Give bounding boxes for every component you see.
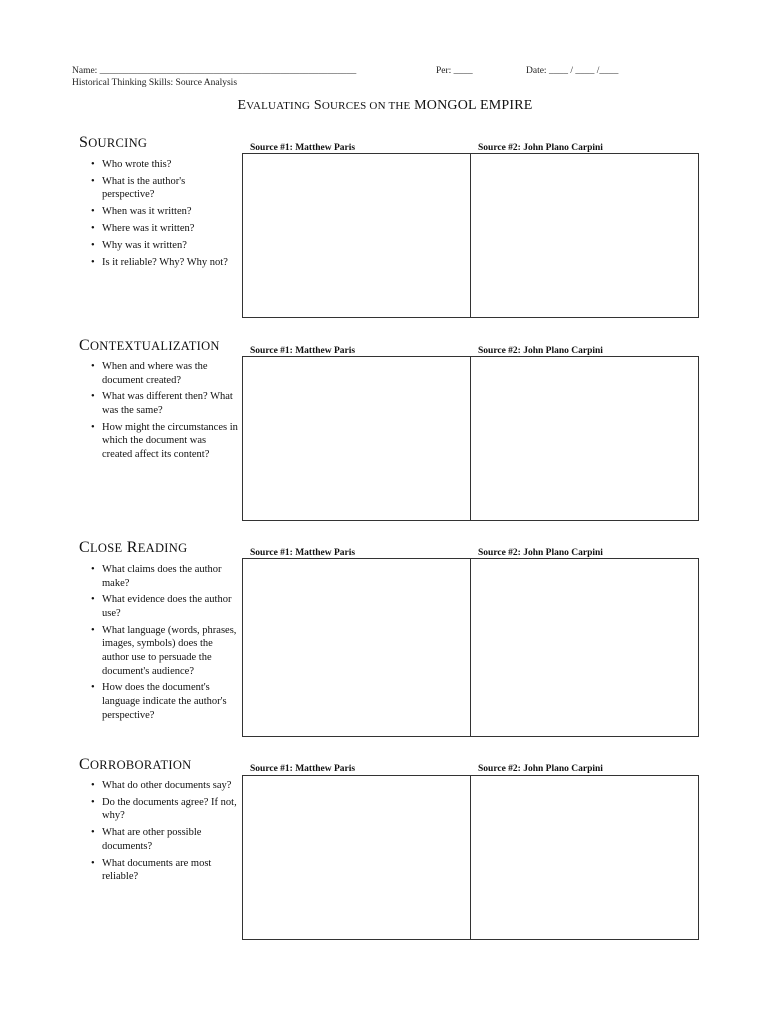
section-heading-cap: C [79, 337, 90, 354]
list-item: • Who wrote this? [79, 158, 239, 172]
answer-box-source1[interactable] [243, 559, 470, 736]
list-item: • How might the circumstances in which the document was created affect its content? [79, 421, 239, 462]
list-item: • What claims does the author make? [79, 563, 241, 590]
section-heading-sourcing [79, 134, 147, 152]
question-list-sourcing [79, 158, 239, 272]
name-field-label: Name: ______________________________________________________ [72, 66, 357, 76]
section-heading-rest: LOSE [89, 541, 123, 555]
list-item: • Why was it written? [79, 239, 239, 253]
title-cap-2: S [310, 98, 322, 113]
period-field-label: Per: ____ [436, 66, 473, 76]
section-heading-cap-2: R [122, 539, 138, 556]
list-item: • What evidence does the author use? [79, 593, 241, 620]
list-item: • What are other possible documents? [79, 826, 241, 853]
title-rest-1: VALUATING [246, 100, 311, 112]
title-rest-3: MONGOL EMPIRE [410, 98, 533, 113]
answer-box-source2[interactable] [470, 559, 698, 736]
section-heading-contextualization [79, 337, 220, 355]
list-item: • What was different then? What was the same? [79, 390, 239, 417]
question-list-contextualization [79, 360, 239, 465]
list-item: • What do other documents say? [79, 779, 241, 793]
list-item: • What documents are most reliable? [79, 857, 241, 884]
list-item: • When was it written? [79, 205, 239, 219]
section-heading-rest: ONTEXTUALIZATION [89, 339, 220, 353]
section-heading-close-reading [79, 539, 187, 557]
page-title [0, 98, 770, 114]
source2-label: Source #2: John Plano Carpini [478, 764, 603, 774]
source2-label: Source #2: John Plano Carpini [478, 346, 603, 356]
response-grid-corroboration [242, 775, 699, 940]
answer-box-source1[interactable] [243, 776, 470, 939]
section-heading-rest-2: EADING [137, 541, 188, 555]
section-heading-cap: C [79, 756, 90, 773]
question-list-close-reading [79, 563, 241, 725]
section-heading-rest: ORROBORATION [89, 758, 192, 772]
list-item: • Do the documents agree? If not, why? [79, 796, 241, 823]
title-cap-1: E [237, 98, 247, 113]
response-grid-sourcing [242, 153, 699, 318]
section-heading-rest: OURCING [88, 136, 148, 150]
list-item: • Where was it written? [79, 222, 239, 236]
source1-label: Source #1: Matthew Paris [250, 143, 356, 153]
section-heading-cap: C [79, 539, 90, 556]
answer-box-source2[interactable] [470, 357, 698, 520]
source1-label: Source #1: Matthew Paris [250, 764, 356, 774]
section-heading-cap: S [79, 134, 89, 151]
list-item: • What language (words, phrases, images, symbols) does the author use to persuade the document's audience? [79, 624, 241, 678]
list-item: • What is the author's perspective? [79, 175, 239, 202]
answer-box-source1[interactable] [243, 154, 470, 317]
list-item: • How does the document's language indicate the author's perspective? [79, 681, 241, 722]
worksheet-subtitle: Historical Thinking Skills: Source Analysis [72, 78, 238, 88]
source2-label: Source #2: John Plano Carpini [478, 143, 603, 153]
list-item: • When and where was the document created? [79, 360, 239, 387]
title-rest-2: OURCES ON THE [321, 100, 411, 112]
response-grid-contextualization [242, 356, 699, 521]
section-heading-corroboration [79, 756, 192, 774]
question-list-corroboration [79, 779, 241, 887]
list-item: • Is it reliable? Why? Why not? [79, 256, 239, 270]
source1-label: Source #1: Matthew Paris [250, 548, 356, 558]
answer-box-source2[interactable] [470, 776, 698, 939]
source2-label: Source #2: John Plano Carpini [478, 548, 603, 558]
answer-box-source2[interactable] [470, 154, 698, 317]
response-grid-close-reading [242, 558, 699, 737]
answer-box-source1[interactable] [243, 357, 470, 520]
date-field-label: Date: ____ / ____ /____ [526, 66, 619, 76]
source1-label: Source #1: Matthew Paris [250, 346, 356, 356]
